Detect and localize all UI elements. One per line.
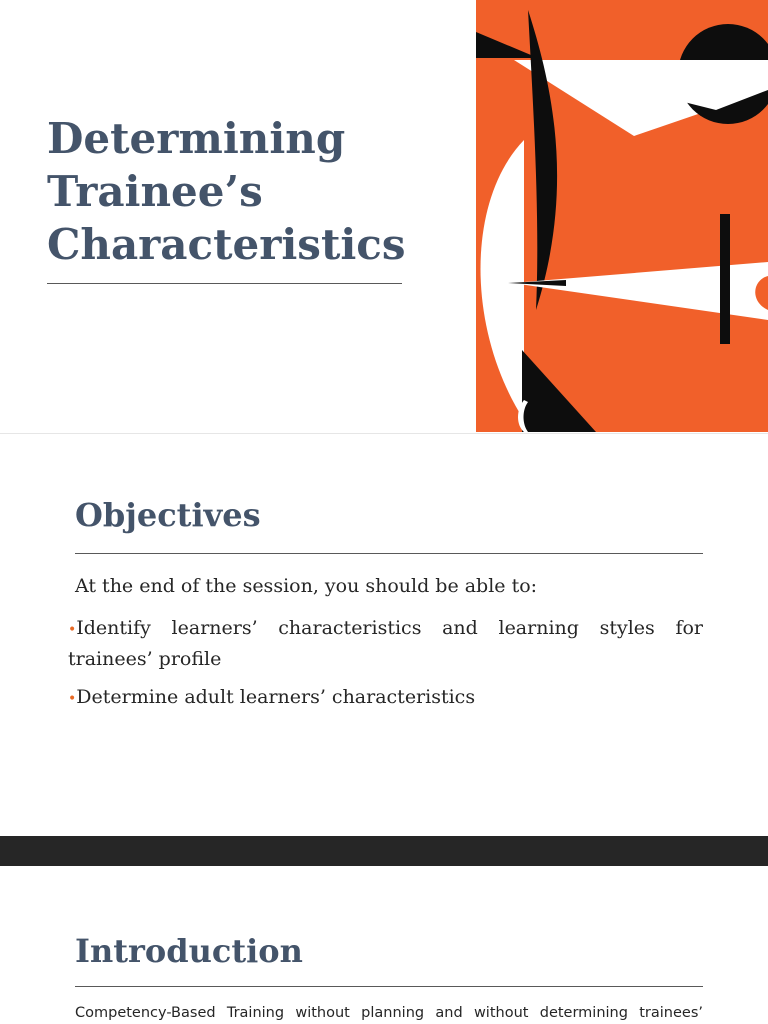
title-line-3: Characteristics <box>47 220 406 269</box>
bullet-marker: • <box>68 691 77 707</box>
introduction-body: Competency-Based Training without planning and without determining trainees’ <box>75 1005 703 1021</box>
art-black-bar <box>720 214 730 344</box>
title-line-2: Trainee’s <box>47 167 263 216</box>
title-slide <box>0 0 768 432</box>
title-line-1: Determining <box>47 114 346 163</box>
objectives-heading: Objectives <box>75 496 261 534</box>
objectives-divider <box>75 553 703 554</box>
objective-text: Determine adult learners’ characteristics <box>76 686 476 708</box>
objective-item <box>68 683 703 714</box>
bullet-marker: • <box>68 622 77 638</box>
objectives-slide <box>0 433 768 837</box>
introduction-heading: Introduction <box>75 932 303 970</box>
objective-item <box>68 614 703 674</box>
slide-title <box>47 112 467 271</box>
abstract-art-image <box>476 0 768 432</box>
objective-text: Identify learners’ characteristics and learning styles for trainees’ profile <box>68 617 703 670</box>
introduction-divider <box>75 986 703 987</box>
slide-separator-band <box>0 836 768 866</box>
title-divider <box>47 283 402 284</box>
objectives-intro: At the end of the session, you should be able to: <box>75 575 538 597</box>
introduction-slide <box>0 866 768 1024</box>
